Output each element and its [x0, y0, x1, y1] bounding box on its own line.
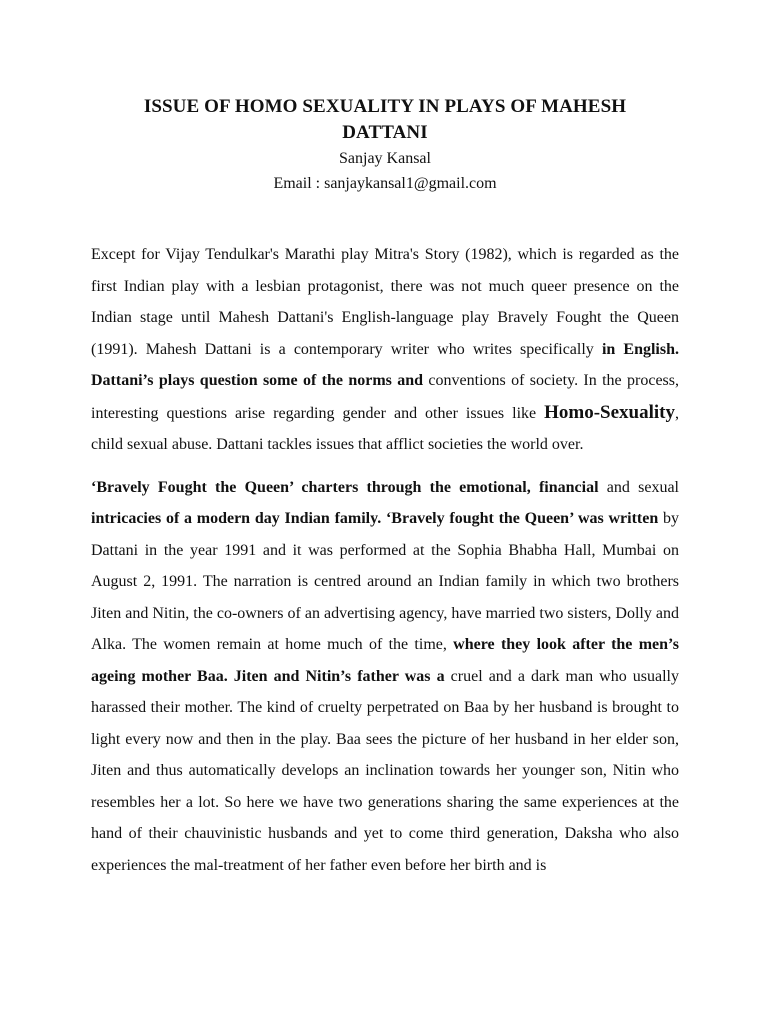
p2-text-3: cruel and a dark man who usually harassed their mother. The kind of cruelty perpetrated on Baa by her husband is brought to light every now and then in the play. Baa sees the picture of her husband in her elder son, Jiten and thus automatically develops an inclination towards her younger son, Nitin who resembles her a lot. So here we have two generations sharing the same experiences at the hand of their chauvinistic husbands and yet to come third generation, Daksha who also experiences the mal-treatment of her father even before her birth and is	[91, 667, 679, 874]
p1-text-1: Except for Vijay Tendulkar's Marathi play Mitra's Story (1982), which is regarded as the first Indian play with a lesbian protagonist, there was not much queer presence on the Indian stage until Mahesh Dattani's English-language play Bravely Fought the Queen (1991). Mahesh Dattani is a contemporary writer who writes specifically	[91, 246, 679, 358]
title-line-1: ISSUE OF HOMO SEXUALITY IN PLAYS OF MAHESH	[143, 96, 627, 117]
p1-emphasis-term: Homo-Sexuality	[544, 401, 675, 423]
title-line-2: DATTANI	[342, 122, 428, 143]
author-name: Sanjay Kansal	[339, 150, 431, 167]
p2-bold-2: intricacies of a modern day Indian family. ‘Bravely fought the Queen’ was written	[91, 510, 659, 527]
p2-text-1: and sexual	[598, 478, 679, 496]
author-email: Email : sanjaykansal1@gmail.com	[273, 175, 497, 192]
article-title	[91, 94, 679, 146]
p2-bold-3: where they look after the men’s ageing mother Baa. Jiten and Nitin’s father was a	[91, 636, 680, 685]
p1-bold-1: in English. Dattani’s plays question some of the norms and	[91, 340, 679, 389]
p2-text-2: by Dattani in the year 1991 and it was performed at the Sophia Bhabha Hall, Mumbai on August 2, 1991. The narration is centred around an Indian family in which two brothers Jiten and Nitin, the co-owners of an advertising agency, have married two sisters, Dolly and Alka. The women remain at home much of the time,	[91, 510, 679, 653]
p2-bold-1: ‘Bravely Fought the Queen’ charters through the emotional, financial	[91, 478, 599, 496]
p1-text-3: , child sexual abuse. Dattani tackles issues that afflict societies the world over.	[91, 404, 679, 453]
p1-text-2: conventions of society. In the process, interesting questions arise regarding gender and other issues like	[91, 372, 680, 422]
paragraph-2	[91, 472, 679, 882]
paragraph-1	[91, 239, 679, 461]
